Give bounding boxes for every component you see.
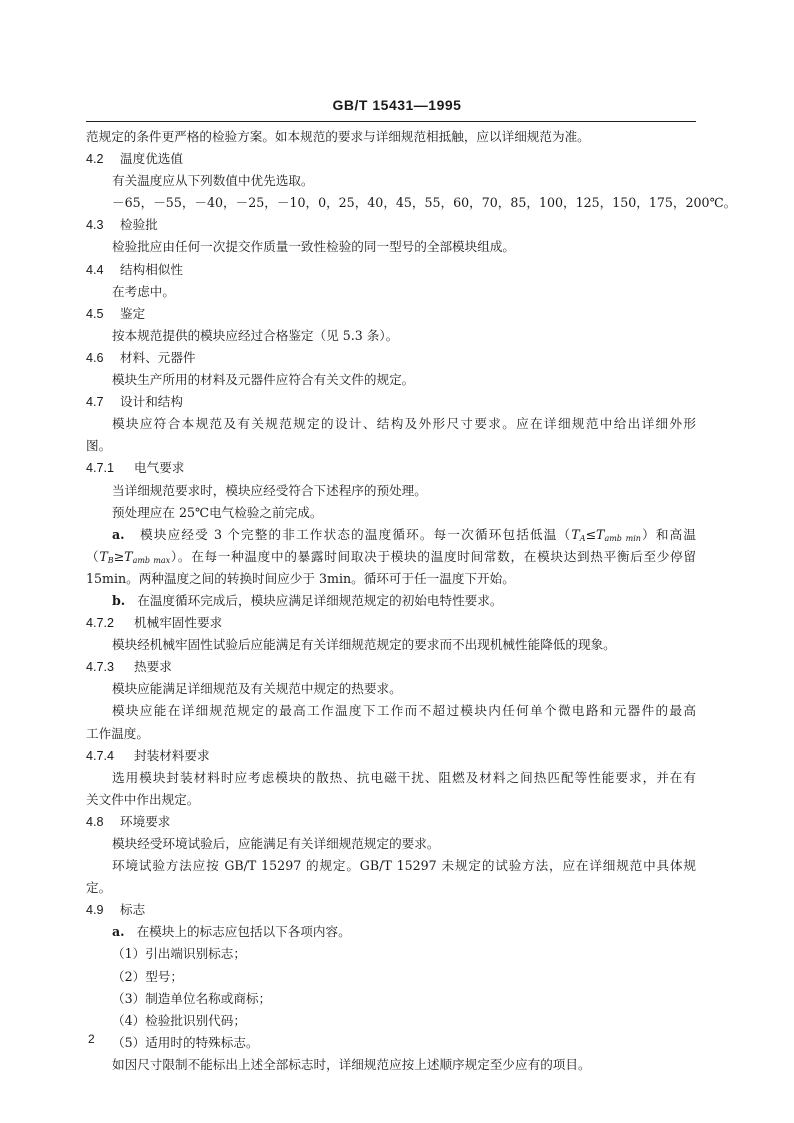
section-4-7-4-heading [86,745,696,767]
section-title: 标志 [120,902,146,918]
text-run: （ [86,548,100,564]
section-title: 封装材料要求 [134,747,210,763]
marking-item: （1）引出端识别标志； [112,946,246,962]
section-number: 4.7.1 [86,461,115,476]
paragraph-line: 模块应能满足详细规范及有关规范中规定的热要求。 [112,681,402,697]
item-label: a. [112,526,125,542]
section-title: 热要求 [134,659,172,675]
paragraph-line: 图。 [86,438,112,454]
section-number: 4.4 [86,262,104,277]
paragraph-line: 定。 [86,880,112,896]
section-number: 4.6 [86,350,104,365]
section-number: 4.8 [86,814,104,829]
section-number: 4.2 [86,152,104,167]
section-title: 检验批 [120,217,158,233]
item-label: b. [112,592,126,608]
paragraph-line: 有关温度应从下列数值中优先选取。 [112,173,314,189]
section-4-9-heading [86,899,696,921]
paragraph-line: 按本规范提供的模块应经过合格鉴定（见 5.3 条）。 [112,327,399,343]
symbol: T [596,526,605,542]
subscript: amb max [132,555,171,565]
section-title: 鉴定 [120,305,146,321]
section-title: 设计和结构 [120,394,183,410]
marking-item: （2）型号； [112,968,183,984]
text-run: ≤ [585,526,597,542]
section-4-7-2-heading [86,612,696,634]
paragraph-line: 模块经机械牢固性试验后应能满足有关详细规范规定的要求而不出现机械性能降低的现象。 [112,637,616,653]
paragraph-line: 模块应能在详细规范规定的最高工作温度下工作而不超过模块内任何单个微电路和元器件的最高 [112,703,696,719]
section-4-7-heading [86,391,696,413]
section-number: 4.7.2 [86,616,115,631]
text-run: ）和高温 [640,526,696,542]
subscript: amb min [604,533,641,543]
text-run: ）。在每一种温度中的暴露时间取决于模块的温度时间常数，在模块达到热平衡后至少停留 [170,548,697,564]
paragraph-line: 环境试验方法应按 GB/T 15297 的规定。GB/T 15297 未规定的试验方法，应在详细规范中具体规 [112,858,696,874]
subscript: B [107,555,114,565]
section-title: 环境要求 [120,813,171,829]
paragraph-line: 关文件中作出规定。 [86,791,200,807]
marking-item: （3）制造单位名称或商标； [112,990,272,1006]
section-number: 4.3 [86,218,104,233]
paragraph-line: 模块经受环境试验后，应能满足有关详细规范规定的要求。 [112,836,440,851]
section-4-3-heading [86,214,696,236]
text-run: 模块应经受 3 个完整的非工作状态的温度循环。每一次循环包括低温（ [140,526,572,542]
section-4-7-1-heading [86,457,696,479]
paragraph-line: 选用模块封装材料时应考虑模块的散热、抗电磁干扰、阻燃及材料之间热匹配等性能要求，并在有 [112,769,696,785]
paragraph-line: 范规定的条件更严格的检验方案。如本规范的要求与详细规范相抵触，应以详细规范为准。 [86,129,590,144]
header-rule [86,121,696,122]
paragraph-line: 在考虑中。 [112,283,175,299]
section-title: 机械牢固性要求 [134,615,223,631]
document-body [86,126,737,1076]
text-run: ≥ [113,548,125,564]
subscript: A [579,533,586,543]
symbol: T [124,548,133,564]
paragraph-line: 模块生产所用的材料及元器件应符合有关文件的规定。 [112,372,415,388]
paragraph-line: 当详细规范要求时，模块应经受符合下述程序的预处理。 [112,482,427,498]
text-run: 在模块上的标志应包括以下各项内容。 [136,924,351,940]
paragraph-line: 15min。两种温度之间的转换时间应少于 3min。循环可于任一温度下开始。 [86,570,515,586]
marking-item: （5）适用时的特殊标志。 [112,1034,259,1050]
marking-item: （4）检验批识别代码； [112,1012,246,1028]
item-label: a. [112,924,125,940]
page-number: 2 [88,1032,95,1046]
section-number: 4.7.3 [86,660,115,675]
temperature-values: －65，－55，－40，－25，－10，0，25，40，45，55，60，70，85，100，125，150，175，200℃。 [112,195,737,211]
paragraph-line: 模块应符合本规范及有关规范规定的设计、结构及外形尺寸要求。应在详细规范中给出详细外形 [112,416,696,432]
section-4-8-heading [86,811,696,833]
section-number: 4.5 [86,306,104,321]
section-4-6-heading [86,347,696,369]
paragraph-line [86,546,696,568]
paragraph-line: 检验批应由任何一次提交作质量一致性检验的同一型号的全部模块组成。 [112,239,515,255]
paragraph-line: 工作温度。 [86,725,149,741]
section-number: 4.9 [86,903,104,918]
list-item-a [86,524,696,546]
section-title: 电气要求 [134,460,185,476]
section-title: 温度优选值 [120,151,183,167]
section-number: 4.7 [86,395,104,410]
section-4-2-heading [86,148,696,170]
paragraph-line: 如因尺寸限制不能标出上述全部标志时，详细规范应按上述顺序规定至少应有的项目。 [112,1056,591,1072]
section-4-5-heading [86,303,696,325]
symbol: T [99,548,108,564]
section-title: 结构相似性 [120,261,183,277]
section-4-7-3-heading [86,656,696,678]
symbol: T [571,526,580,542]
document-header: GB/T 15431—1995 [332,97,462,113]
text-run: 在温度循环完成后，模块应满足详细规范规定的初始电特性要求。 [137,592,503,608]
section-number: 4.7.4 [86,748,115,763]
list-item-a [86,921,696,943]
section-title: 材料、元器件 [120,349,196,365]
section-4-4-heading [86,259,696,281]
list-item-b [86,590,696,612]
paragraph-line: 预处理应在 25℃电气检验之前完成。 [112,504,323,520]
